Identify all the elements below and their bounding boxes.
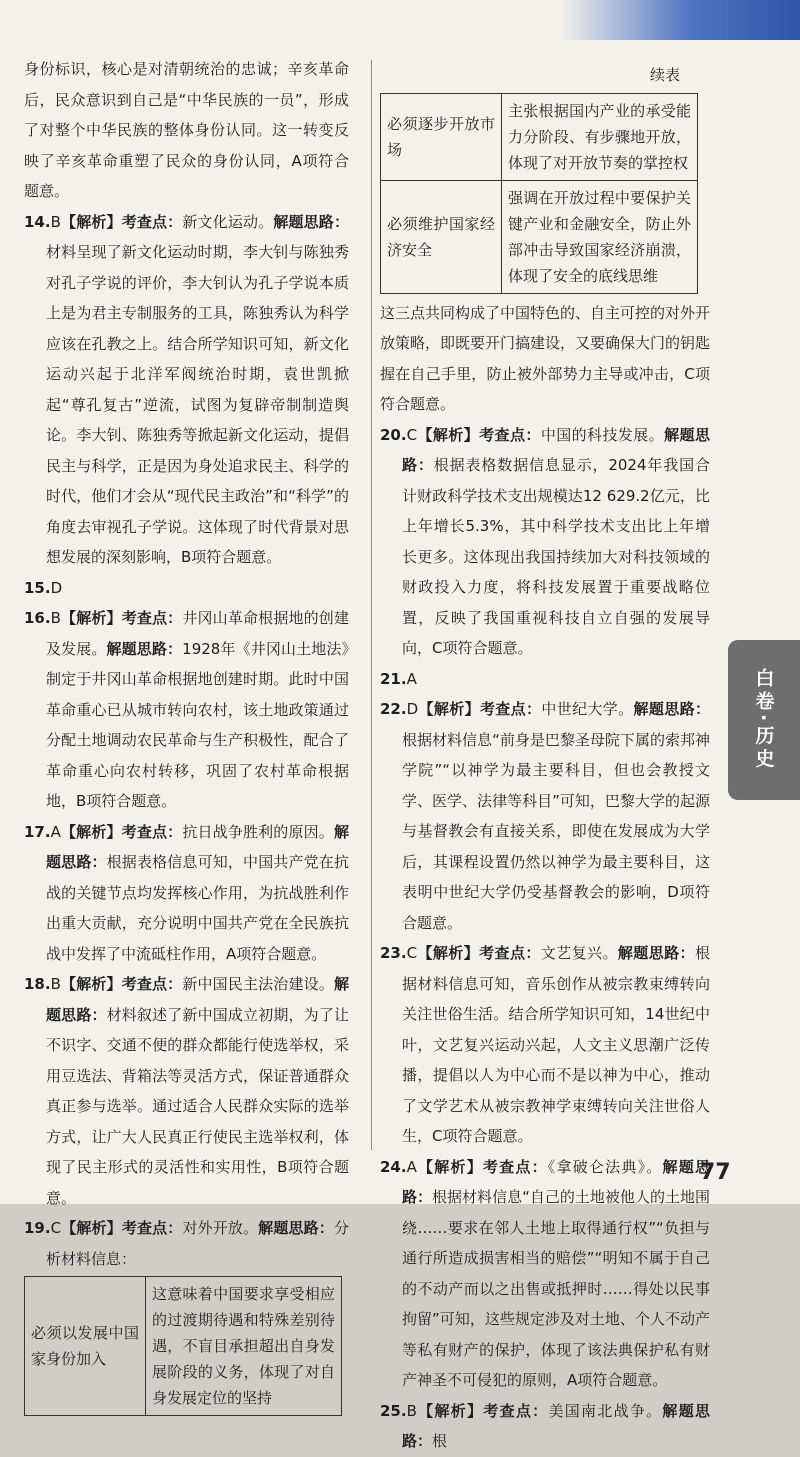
page-number: 77 — [700, 1160, 731, 1185]
column-divider — [371, 60, 372, 1150]
right-column — [380, 60, 710, 1457]
table-row — [381, 180, 698, 293]
answer-item-17: 17.A【解析】考查点：抗日战争胜利的原因。解题思路：根据表格信息可知，中国共产党在抗战的关键节点均发挥核心作用，为抗战胜利作出重大贡献，充分说明中国共产党在全民族抗战中发挥了中流砥柱作用，A项符合题意。 — [24, 822, 349, 963]
answer-item-18: 18.B【解析】考查点：新中国民主法治建设。解题思路：材料叙述了新中国成立初期，为了让不识字、交通不便的群众都能行使选举权，采用豆选法、背箱法等灵活方式，保证普通群众真正参与选举。通过适合人民群众实际的选举方式，让广大人民真正行使民主选举权利，体现了民主形式的灵活性和实用性，B项符合题意。 — [24, 975, 349, 1207]
answer-item-24: 24.A【解析】考查点：《拿破仑法典》。解题思路：根据材料信息“自己的土地被他人的土地围绕……要求在邻人土地上取得通行权”“负担与通行所造成损害相当的赔偿”“明知不属于自己的不动产而以之出售或抵押时……得处以民事拘留”可知，这些规定涉及对土地、个人不动产等私有财产的保护，体现了该法典保护私有财产神圣不可侵犯的原则，A项符合题意。 — [380, 1157, 710, 1389]
table-cell-explanation: 这意味着中国要求享受相应的过渡期待遇和特殊差别待遇，不盲目承担超出自身发展阶段的义务，体现了对自身发展定位的坚持 — [146, 1277, 342, 1416]
table-row — [381, 93, 698, 180]
analysis-table-part1 — [24, 1276, 342, 1416]
table-cell-requirement: 必须以发展中国家身份加入 — [25, 1277, 146, 1416]
table-continued-label: 续表 — [649, 66, 680, 84]
answer-item-21: 21.A — [380, 669, 417, 688]
top-color-strip — [560, 0, 800, 40]
table-cell-requirement: 必须维护国家经济安全 — [381, 180, 502, 293]
answer-item-19: 19.C【解析】考查点：对外开放。解题思路：分析材料信息： — [24, 1219, 349, 1268]
table-cell-explanation: 主张根据国内产业的承受能力分阶段、有步骤地开放，体现了对开放节奏的掌控权 — [502, 93, 698, 180]
analysis-table-part2 — [380, 93, 698, 294]
table-cell-requirement: 必须逐步开放市场 — [381, 93, 502, 180]
intro-paragraph: 身份标识，核心是对清朝统治的忠诚；辛亥革命后，民众意识到自己是“中华民族的一员”，形成了对整个中华民族的整体身份认同。这一转变反映了辛亥革命重塑了民众的身份认同，A项符合题意。 — [24, 60, 349, 200]
left-column — [24, 54, 349, 1420]
answer-item-16: 16.B【解析】考查点：井冈山革命根据地的创建及发展。解题思路：1928年《井冈山土地法》制定于井冈山革命根据地创建时期。此时中国革命重心已从城市转向农村，该土地政策通过分配土地调动农民革命与生产积极性，配合了革命重心向农村转移，巩固了农村革命根据地，B项符合题意。 — [24, 609, 349, 810]
answer-item-25: 25.B【解析】考查点：美国南北战争。解题思路：根 — [380, 1401, 710, 1450]
answer-item-15: 15.D — [24, 578, 63, 597]
section-side-tab: 白卷·历史 — [728, 640, 800, 800]
answer-item-14: 14.B【解析】考查点：新文化运动。解题思路：材料呈现了新文化运动时期，李大钊与陈独秀对孔子学说的评价，李大钊认为孔子学说本质上是为君主专制服务的工具，陈独秀认为科学应该在孔教之上。结合所学知识可知，新文化运动兴起于北洋军阀统治时期，袁世凯掀起“尊孔复古”逆流，试图为复辟帝制制造舆论。李大钊、陈独秀等掀起新文化运动，提倡民主与科学，正是因为身处追求民主、科学的时代，他们才会从“现代民主政治”和“科学”的角度去审视孔子学说。这体现了时代背景对思想发展的深刻影响，B项符合题意。 — [24, 212, 349, 566]
answer-item-19-continued: 这三点共同构成了中国特色的、自主可控的对外开放策略，即既要开门搞建设，又要确保大门的钥匙握在自己手里，防止被外部势力主导或冲击，C项符合题意。 — [380, 303, 711, 413]
table-cell-explanation: 强调在开放过程中要保护关键产业和金融安全，防止外部冲击导致国家经济崩溃，体现了安全的底线思维 — [502, 180, 698, 293]
answer-item-20: 20.C【解析】考查点：中国的科技发展。解题思路：根据表格数据信息显示，2024年我国合计财政科学技术支出规模达12 629.2亿元，比上年增长5.3%，其中科学技术支出比上年增长更多。这体现出我国持续加大对科技领域的财政投入力度，将科技发展置于重要战略位置，反映了我国重视科技自立自强的发展导向，C项符合题意。 — [380, 425, 710, 657]
answer-item-22: 22.D【解析】考查点：中世纪大学。解题思路：根据材料信息“前身是巴黎圣母院下属的索邦神学院”“以神学为最主要科目，但也会教授文学、医学、法律等科目”可知，巴黎大学的起源与基督教会有直接关系，即使在发展成为大学后，其课程设置仍然以神学为最主要科目，这表明中世纪大学仍受基督教会的影响，D项符合题意。 — [380, 700, 710, 932]
table-row — [25, 1277, 342, 1416]
answer-item-23: 23.C【解析】考查点：文艺复兴。解题思路：根据材料信息可知，音乐创作从被宗教束缚转向关注世俗生活。结合所学知识可知，14世纪中叶，文艺复兴运动兴起，人文主义思潮广泛传播，提倡以人为中心而不是以神为中心，推动了文学艺术从被宗教神学束缚转向关注世俗人生，C项符合题意。 — [380, 944, 710, 1145]
